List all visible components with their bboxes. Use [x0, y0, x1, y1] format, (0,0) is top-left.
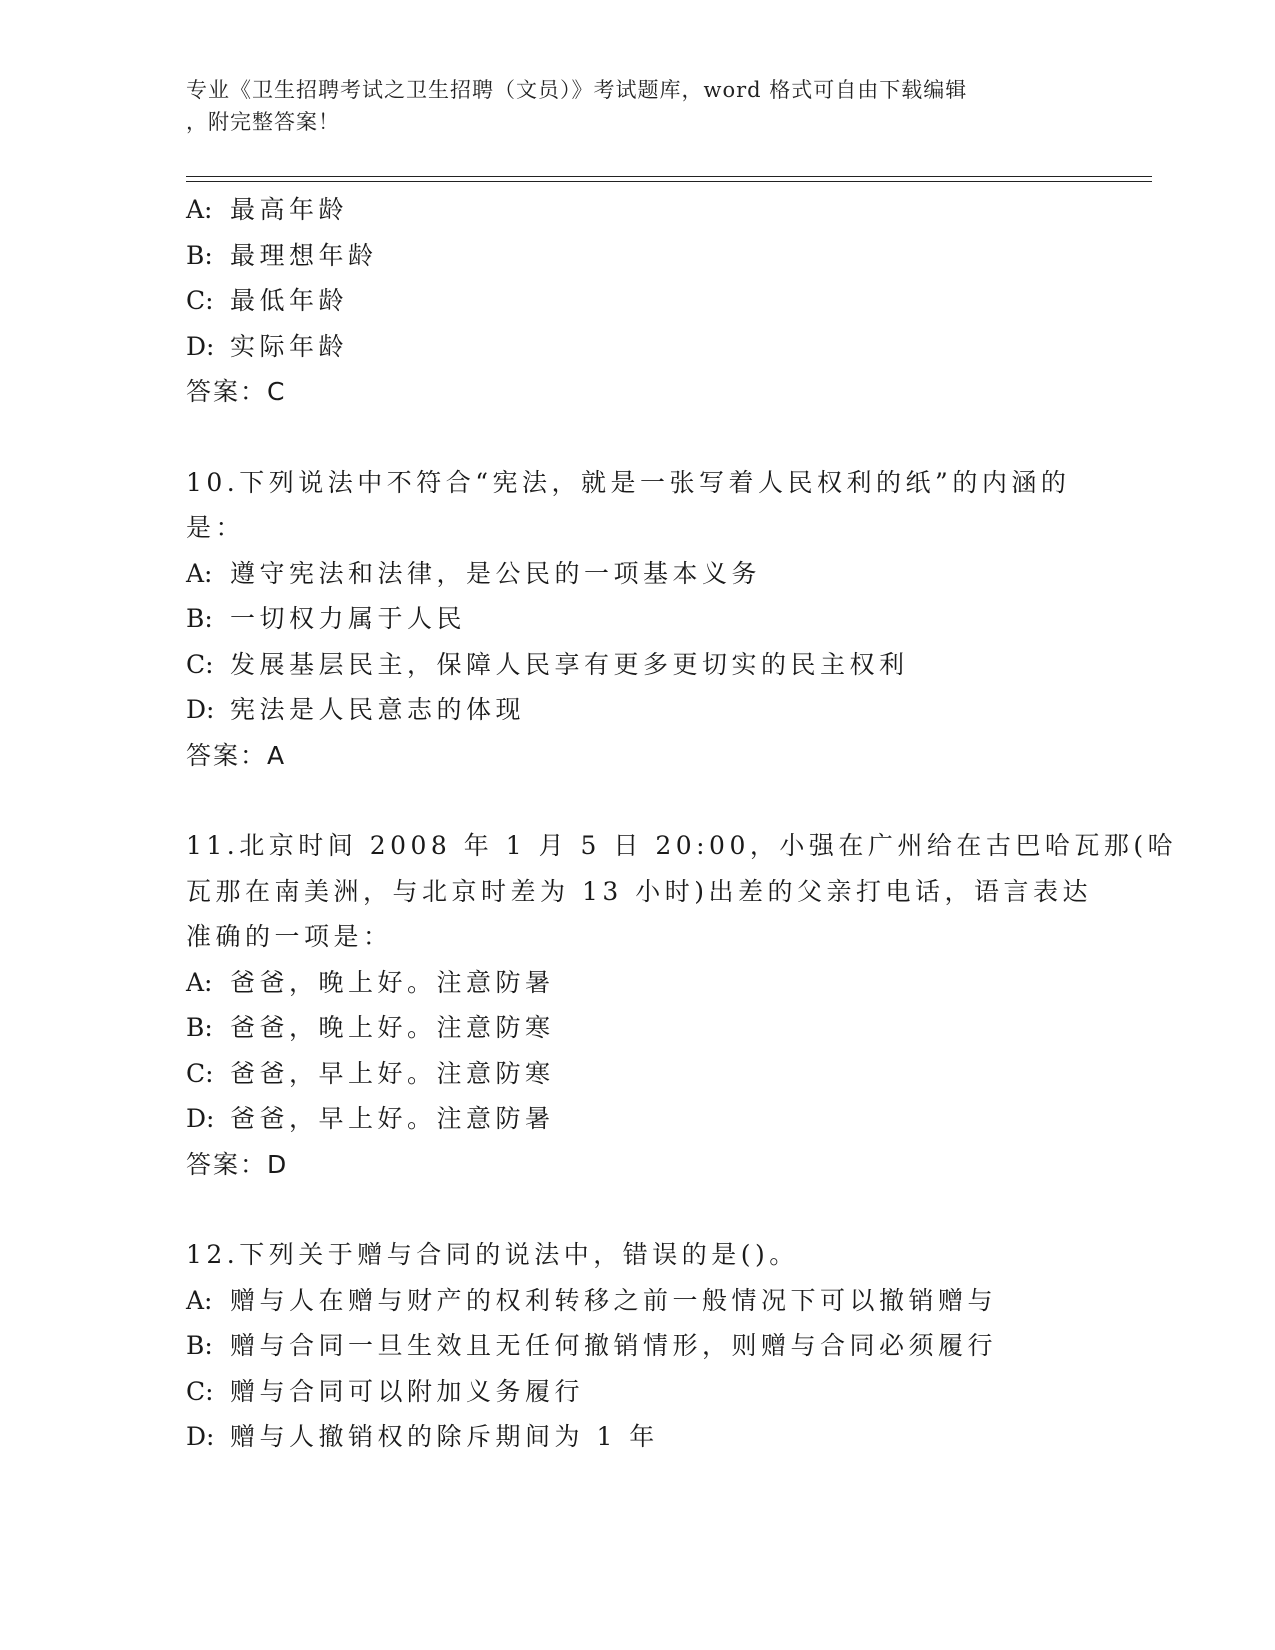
option-c	[186, 278, 1086, 324]
option-letter: C:	[186, 649, 214, 679]
question-stem: 准确的一项是：	[186, 922, 393, 951]
option-letter: C:	[186, 1376, 214, 1406]
option-a	[186, 551, 1086, 597]
option-text: 赠与合同一旦生效且无任何撤销情形，则赠与合同必须履行	[230, 1331, 998, 1360]
option-letter: B:	[186, 1331, 213, 1360]
option-b	[186, 1323, 1086, 1369]
option-text: 赠与合同可以附加义务履行	[230, 1376, 585, 1406]
option-b	[186, 596, 1086, 642]
option-letter: B:	[186, 240, 213, 270]
option-d	[186, 324, 1086, 370]
option-text: 发展基层民主，保障人民享有更多更切实的民主权利	[230, 649, 909, 679]
option-text: 爸爸，晚上好。注意防寒	[230, 1013, 555, 1042]
answer-line: 答案：D	[186, 1149, 289, 1179]
option-letter: D:	[186, 1104, 215, 1133]
option-d	[186, 1096, 1086, 1142]
question-9	[186, 187, 1086, 415]
header-line-1: 专业《卫生招聘考试之卫生招聘（文员）》考试题库，word 格式可自由下载编辑	[186, 78, 968, 102]
option-text: 赠与人在赠与财产的权利转移之前一般情况下可以撤销赠与	[230, 1285, 998, 1315]
option-text: 爸爸，早上好。注意防寒	[230, 1058, 555, 1088]
option-text: 最理想年龄	[230, 240, 378, 270]
option-text: 赠与人撤销权的除斥期间为 1 年	[230, 1422, 659, 1451]
option-letter: B:	[186, 604, 213, 633]
option-c	[186, 1369, 1086, 1415]
option-letter: A:	[186, 1285, 213, 1315]
header-divider-top	[186, 176, 1152, 177]
question-11	[186, 823, 1178, 1187]
option-c	[186, 1051, 1086, 1097]
option-text: 最低年龄	[230, 286, 349, 315]
document-header	[186, 74, 1066, 138]
question-stem: 10.下列说法中不符合“宪法，就是一张写着人民权利的纸”的内涵的	[186, 467, 1071, 497]
option-text: 最高年龄	[230, 195, 349, 224]
option-letter: A:	[186, 558, 213, 588]
option-d	[186, 1414, 1086, 1460]
option-a	[186, 1278, 1086, 1324]
header-line-2: ，附完整答案！	[186, 110, 340, 134]
option-text: 实际年龄	[230, 331, 349, 361]
option-text: 爸爸，早上好。注意防暑	[230, 1104, 555, 1133]
option-d	[186, 687, 1086, 733]
option-text: 遵守宪法和法律，是公民的一项基本义务	[230, 558, 762, 588]
question-stem: 瓦那在南美洲，与北京时差为 13 小时)出差的父亲打电话，语言表达	[186, 876, 1092, 906]
option-letter: A:	[186, 967, 213, 997]
option-c	[186, 642, 1086, 688]
option-letter: C:	[186, 286, 214, 315]
option-letter: D:	[186, 1422, 215, 1451]
option-a	[186, 960, 1086, 1006]
question-list	[186, 187, 1178, 1460]
option-a	[186, 187, 1086, 233]
question-12	[186, 1232, 1086, 1460]
option-text: 宪法是人民意志的体现	[230, 695, 526, 724]
option-b	[186, 1005, 1086, 1051]
option-letter: C:	[186, 1058, 214, 1088]
option-text: 一切权力属于人民	[230, 604, 467, 633]
answer-line: 答案：C	[186, 377, 287, 406]
question-stem: 12.下列关于赠与合同的说法中，错误的是()。	[186, 1240, 799, 1269]
option-letter: D:	[186, 331, 215, 361]
option-letter: B:	[186, 1013, 213, 1042]
question-stem: 11.北京时间 2008 年 1 月 5 日 20:00，小强在广州给在古巴哈瓦那(哈	[186, 831, 1178, 860]
question-10	[186, 460, 1086, 779]
answer-line: 答案：A	[186, 740, 287, 770]
option-text: 爸爸，晚上好。注意防暑	[230, 967, 555, 997]
header-divider-bottom	[186, 181, 1152, 182]
option-letter: A:	[186, 195, 213, 224]
option-letter: D:	[186, 695, 215, 724]
option-b	[186, 233, 1086, 279]
question-stem: 是：	[186, 513, 246, 542]
